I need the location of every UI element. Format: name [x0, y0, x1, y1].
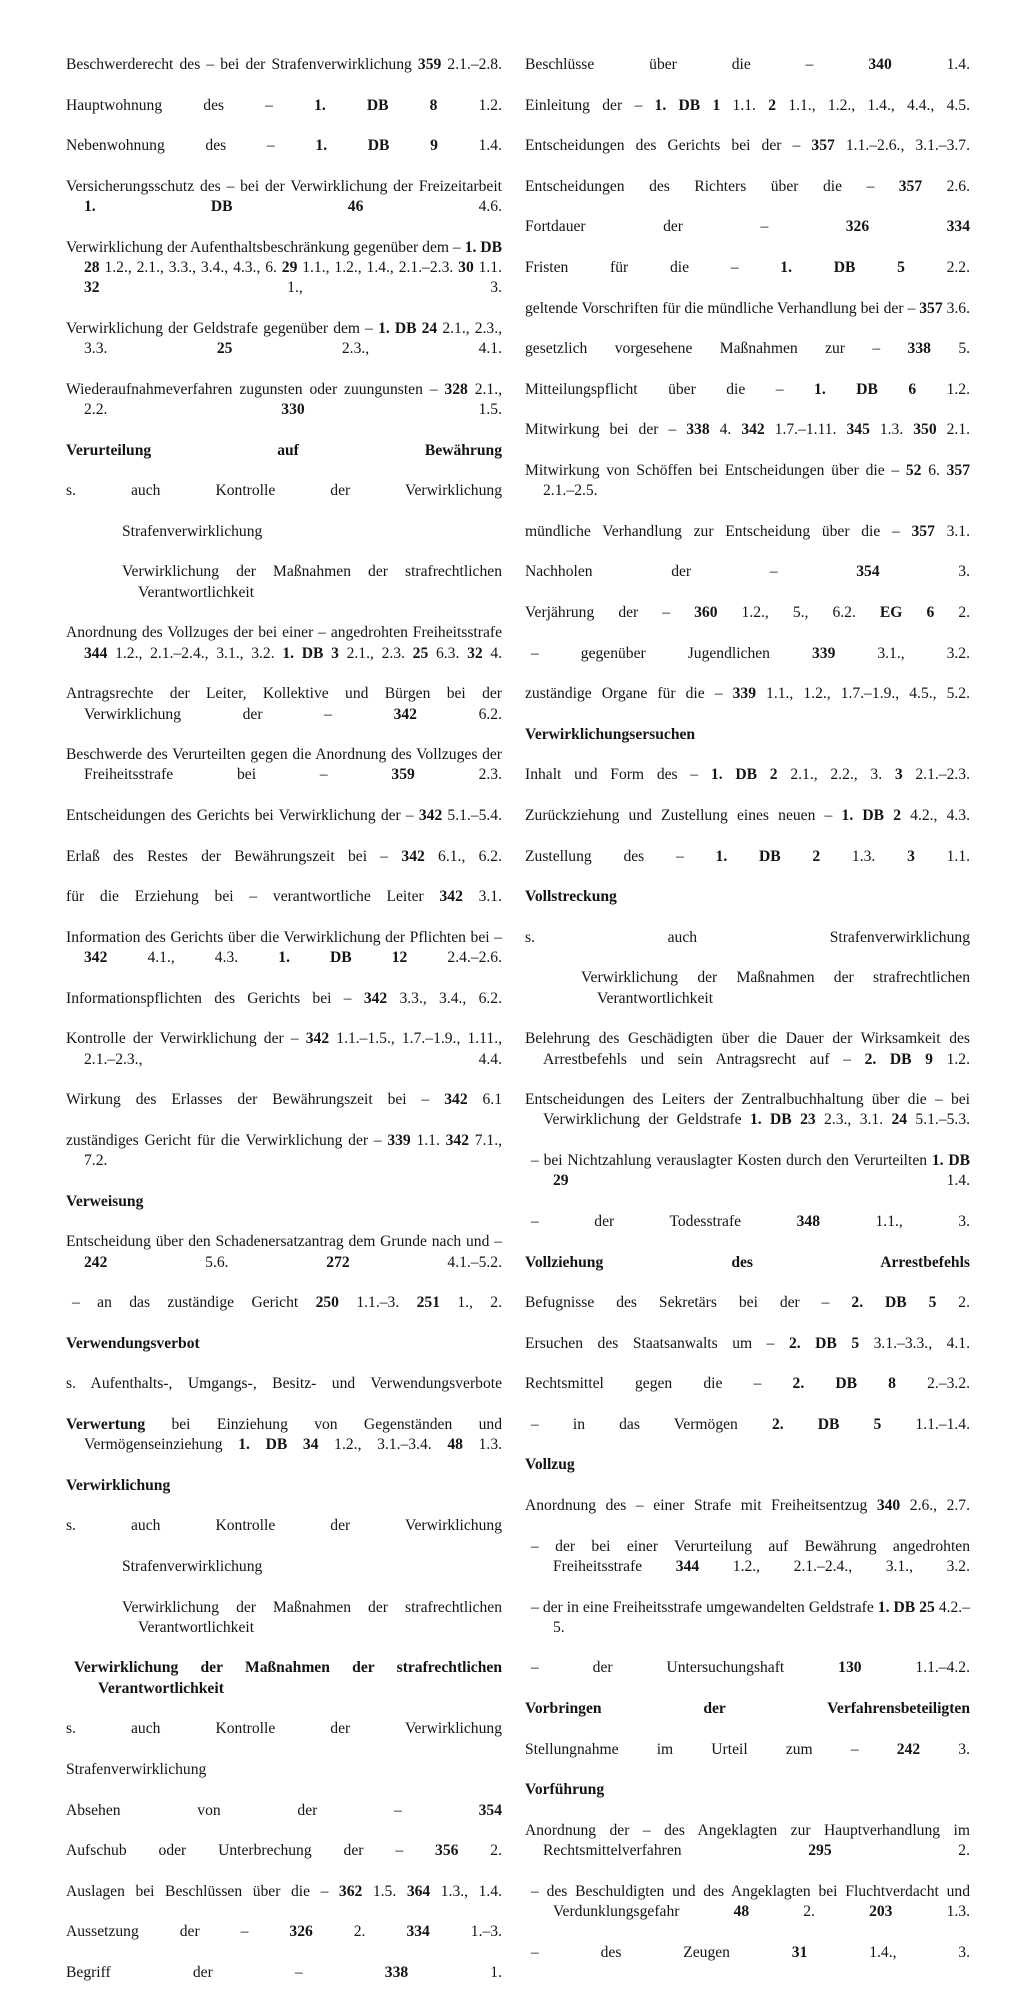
index-entry: Entscheidungen des Gerichts bei der – 357 1.1.–2.6., 3.1.–3.7.	[525, 137, 970, 155]
index-entry: Verjährung der – 360 1.2., 5., 6.2. EG 6 2.	[525, 604, 971, 622]
index-entry: Verwirklichung der Geldstrafe gegenüber dem – 1. DB 24 2.1., 2.3., 3.3. 25 2.3., 4.1.	[66, 319, 502, 358]
index-entry: Anordnung des Vollzuges der bei einer – angedrohten Freiheitsstrafe 344 1.2., 2.1.–2.4., 3.1., 3.2. 1. DB 3 2.1., 2.3. 25 6.3. 32 4.	[66, 624, 503, 662]
index-entry: – der Untersuchungshaft 130 1.1.–4.2.	[531, 1659, 970, 1677]
index-heading: Verwendungsverbot	[66, 1334, 200, 1352]
index-entry: Erlaß des Restes der Bewährungszeit bei – 342 6.1., 6.2.	[66, 847, 503, 865]
index-entry: Entscheidungen des Richters über die – 357 2.6.	[525, 177, 970, 195]
index-entry: mündliche Verhandlung zur Entscheidung über die – 357 3.1.	[525, 522, 970, 540]
index-entry: Verwirklichung der Maßnahmen der strafrechtlichen Verantwortlichkeit	[581, 969, 970, 1007]
index-heading: Strafenverwirklichung	[66, 1760, 207, 1778]
index-entry: Mitwirkung bei der – 338 4. 342 1.7.–1.11. 345 1.3. 350 2.1.	[525, 421, 971, 439]
index-entry: Versicherungsschutz des – bei der Verwirklichung der Freizeitarbeit 1. DB 46 4.6.	[66, 177, 502, 216]
index-entry: Einleitung der – 1. DB 1 1.1. 2 1.1., 1.2., 1.4., 4.4., 4.5.	[525, 96, 971, 114]
index-entry: Beschwerde des Verurteilten gegen die Anordnung des Vollzuges der Freiheitsstrafe bei – 359 2.3.	[66, 746, 502, 784]
index-entry: Absehen von der – 354	[66, 1801, 502, 1819]
index-entry: Antragsrechte der Leiter, Kollektive und Bürgen bei der Verwirklichung der – 342 6.2.	[66, 685, 502, 723]
index-heading: Vollziehung des Arrestbefehls	[525, 1253, 970, 1271]
index-entry: – in das Vermögen 2. DB 5 1.1.–1.4.	[531, 1415, 970, 1433]
index-entry: Belehrung des Geschädigten über die Dauer der Wirksamkeit des Arrestbefehls und sein Antragsrecht auf – 2. DB 9 1.2.	[525, 1030, 970, 1068]
index-entry: für die Erziehung bei – verantwortliche Leiter 342 3.1.	[66, 888, 502, 906]
index-entry: zuständiges Gericht für die Verwirklichung der – 339 1.1. 342 7.1., 7.2.	[66, 1131, 503, 1170]
index-entry: gesetzlich vorgesehene Maßnahmen zur – 338 5.	[525, 340, 971, 358]
index-entry: Auslagen bei Beschlüssen über die – 362 1.5. 364 1.3., 1.4.	[66, 1882, 502, 1900]
index-entry: Aussetzung der – 326 2. 334 1.–3.	[66, 1923, 502, 1941]
index-entry: Information des Gerichts über die Verwirklichung der Pflichten bei – 342 4.1., 4.3. 1. DB 12 2.4.–2.6.	[66, 928, 503, 967]
index-entry: Anordnung des – einer Strafe mit Freiheitsentzug 340 2.6., 2.7.	[525, 1497, 971, 1515]
index-entry: Ersuchen des Staatsanwalts um – 2. DB 5 3.1.–3.3., 4.1.	[525, 1334, 971, 1352]
index-entry: Hauptwohnung des – 1. DB 8 1.2.	[66, 96, 502, 114]
index-heading: Vorbringen der Verfahrensbeteiligten	[525, 1700, 970, 1718]
index-entry: s. auch Kontrolle der Verwirklichung	[66, 1720, 502, 1738]
index-entry: Verwirklichung der Maßnahmen der strafrechtlichen Verantwortlichkeit	[122, 563, 502, 601]
index-heading: Vollzug	[525, 1456, 575, 1474]
index-entry: s. auch Kontrolle der Verwirklichung	[66, 1517, 502, 1535]
index-entry: Verwertung bei Einziehung von Gegenständen und Vermögenseinziehung 1. DB 34 1.2., 3.1.–3.4. 48 1.3.	[66, 1415, 503, 1454]
index-entry: Kontrolle der Verwirklichung der – 342 1.1.–1.5., 1.7.–1.9., 1.11., 2.1.–2.3., 4.4.	[66, 1030, 502, 1068]
index-entry: geltende Vorschriften für die mündliche Verhandlung bei der – 357 3.6.	[525, 299, 970, 317]
index-entry: Beschlüsse über die – 340 1.4.	[525, 56, 970, 73]
index-entry: zuständige Organe für die – 339 1.1., 1.2., 1.7.–1.9., 4.5., 5.2.	[525, 685, 970, 703]
index-entry: – des Beschuldigten und des Angeklagten bei Fluchtverdacht und Verdunklungsgefahr 48 2. 203 1.3.	[531, 1882, 970, 1921]
index-entry: Verwirklichung der Aufenthaltsbeschränkung gegenüber dem – 1. DB 28 1.2., 2.1., 3.3., 3.4., 4.3., 6. 29 1.1., 1.2., 1.4., 2.1.–2.3. 30 1.1. 32 1., 3.	[66, 238, 502, 297]
index-entry: Zustellung des – 1. DB 2 1.3. 3 1.1.	[525, 847, 971, 865]
index-entry: – der Todesstrafe 348 1.1., 3.	[531, 1212, 970, 1230]
index-entry: – bei Nichtzahlung verauslagter Kosten durch den Verurteilten 1. DB 29 1.4.	[531, 1152, 970, 1190]
index-entry: Nebenwohnung des – 1. DB 9 1.4.	[66, 137, 502, 155]
index-entry: Anordnung der – des Angeklagten zur Hauptverhandlung im Rechtsmittelverfahren 295 2.	[525, 1821, 970, 1860]
index-entry: Beschwerderecht des – bei der Strafenverwirklichung 359 2.1.–2.8.	[66, 56, 502, 73]
index-entry: Inhalt und Form des – 1. DB 2 2.1., 2.2., 3. 3 2.1.–2.3.	[525, 766, 971, 784]
index-entry: – der bei einer Verurteilung auf Bewährung angedrohten Freiheitsstrafe 344 1.2., 2.1.–2.4., 3.1., 3.2.	[531, 1537, 970, 1575]
index-entry: Entscheidungen des Leiters der Zentralbuchhaltung über die – bei Verwirklichung der Geldstrafe 1. DB 23 2.3., 3.1. 24 5.1.–5.3.	[525, 1091, 971, 1129]
index-entry: Verwirklichung der Maßnahmen der strafrechtlichen Verantwortlichkeit	[74, 1659, 502, 1697]
index-entry: Strafenverwirklichung	[122, 1557, 263, 1575]
index-entry: Entscheidungen des Gerichts bei Verwirklichung der – 342 5.1.–5.4.	[66, 806, 502, 824]
index-entry: – gegenüber Jugendlichen 339 3.1., 3.2.	[531, 644, 970, 662]
index-entry: s. Aufenthalts-, Umgangs-, Besitz- und Verwendungsverbote	[66, 1375, 502, 1393]
index-heading: Verurteilung auf Bewährung	[66, 441, 502, 459]
index-entry: Strafenverwirklichung	[122, 522, 263, 540]
index-entry: Mitwirkung von Schöffen bei Entscheidungen über die – 52 6. 357 2.1.–2.5.	[525, 461, 970, 500]
index-entry: Fristen für die – 1. DB 5 2.2.	[525, 258, 970, 276]
index-entry: Zurückziehung und Zustellung eines neuen – 1. DB 2 4.2., 4.3.	[525, 806, 970, 824]
index-heading: Vorführung	[525, 1781, 605, 1799]
index-heading: Verwirklichungsersuchen	[525, 725, 696, 743]
index-entry: Fortdauer der – 326 334	[525, 218, 970, 236]
index-entry: – des Zeugen 31 1.4., 3.	[531, 1943, 971, 1961]
index-entry: Nachholen der – 354 3.	[525, 563, 970, 581]
index-heading: Verwirklichung	[66, 1476, 171, 1494]
index-heading: Vollstreckung	[525, 888, 617, 906]
index-entry: Wiederaufnahmeverfahren zugunsten oder zuungunsten – 328 2.1., 2.2. 330 1.5.	[66, 380, 502, 419]
index-heading: Verweisung	[66, 1192, 144, 1210]
index-entry: Mitteilungspflicht über die – 1. DB 6 1.2.	[525, 380, 970, 398]
index-entry: s. auch Strafenverwirklichung	[525, 928, 970, 946]
index-column-right	[525, 55, 970, 1983]
index-entry: Begriff der – 338 1.	[66, 1963, 502, 1981]
index-entry: Entscheidung über den Schadenersatzantrag dem Grunde nach und – 242 5.6. 272 4.1.–5.2.	[66, 1233, 502, 1271]
index-entry: Befugnisse des Sekretärs bei der – 2. DB 5 2.	[525, 1294, 971, 1312]
index-entry: Stellungnahme im Urteil zum – 242 3.	[525, 1740, 970, 1758]
index-entry: Verwirklichung der Maßnahmen der strafrechtlichen Verantwortlichkeit	[122, 1598, 502, 1636]
index-column-left	[66, 55, 502, 2004]
index-entry: Rechtsmittel gegen die – 2. DB 8 2.–3.2.	[525, 1375, 971, 1393]
index-entry: Aufschub oder Unterbrechung der – 356 2.	[66, 1842, 502, 1860]
index-entry: s. auch Kontrolle der Verwirklichung	[66, 482, 502, 500]
index-entry: Informationspflichten des Gerichts bei – 342 3.3., 3.4., 6.2.	[66, 989, 502, 1007]
index-entry: – an das zuständige Gericht 250 1.1.–3. 251 1., 2.	[72, 1294, 503, 1312]
index-entry: – der in eine Freiheitsstrafe umgewandelten Geldstrafe 1. DB 25 4.2.–5.	[531, 1598, 971, 1636]
index-entry: Wirkung des Erlasses der Bewährungszeit bei – 342 6.1	[66, 1091, 503, 1109]
